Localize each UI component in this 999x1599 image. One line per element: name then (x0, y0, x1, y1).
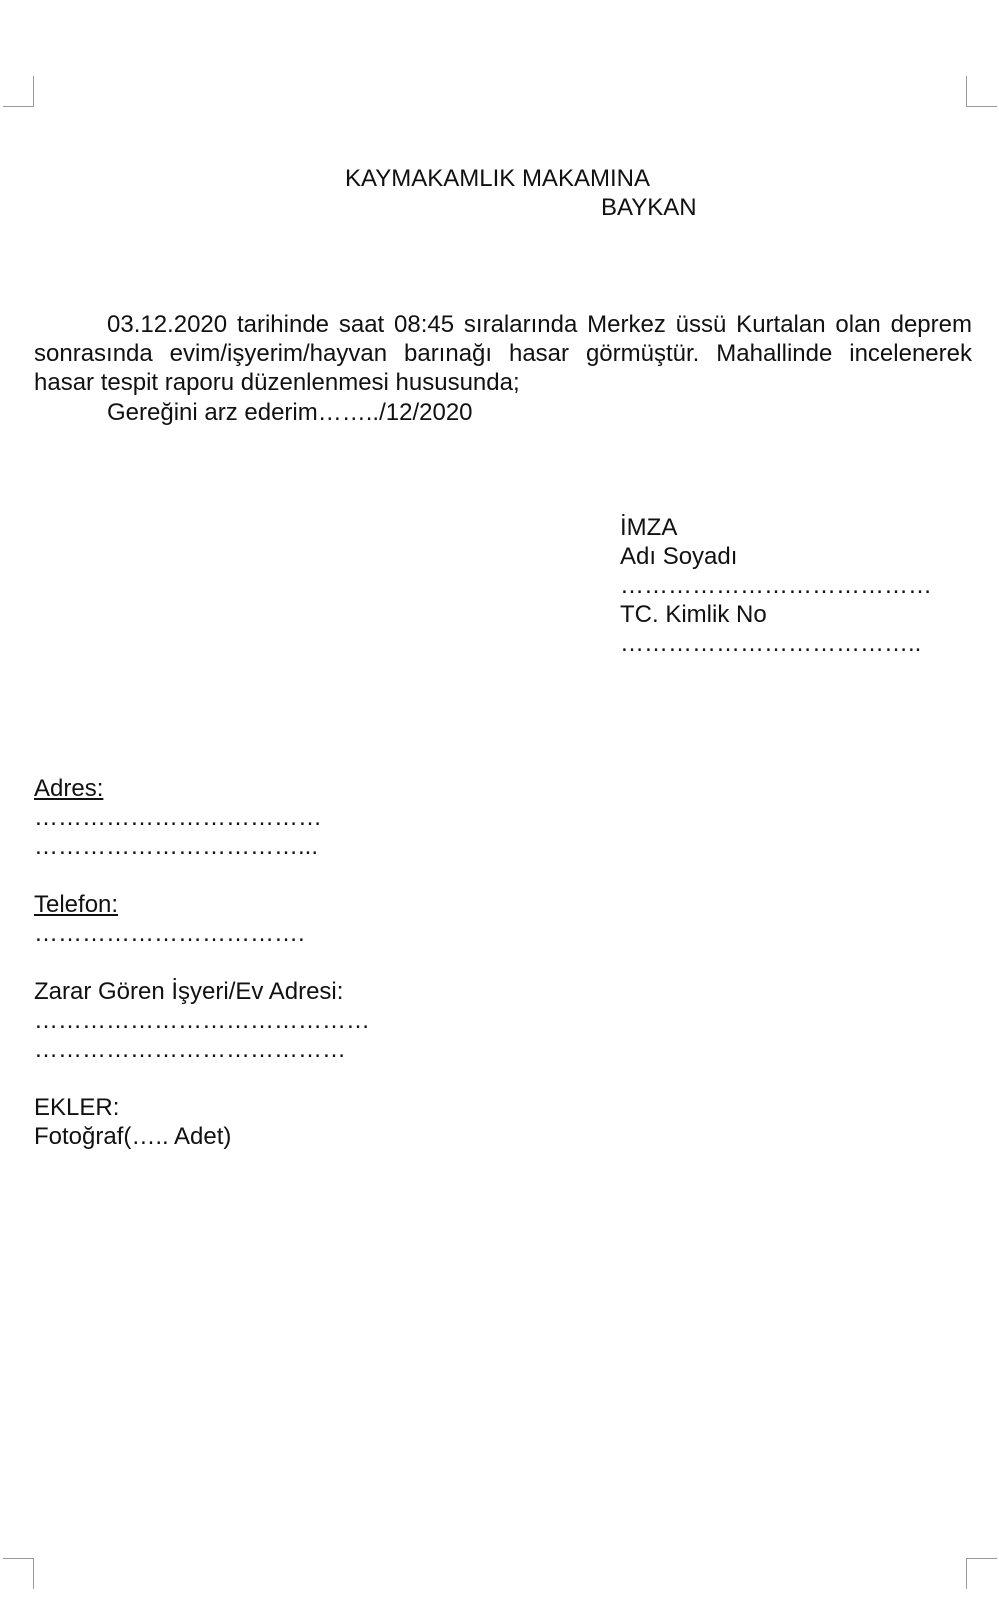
attachments-label: EKLER: (34, 1094, 120, 1121)
crop-mark-top-left (3, 76, 34, 107)
attachment-photo-item: Fotoğraf(….. Adet) (34, 1123, 232, 1150)
damaged-address-label: Zarar Gören İşyeri/Ev Adresi: (34, 978, 344, 1005)
address-blank-2: ……………………………... (34, 833, 319, 860)
address-label: Adres: (34, 775, 104, 802)
petition-body: 03.12.2020 tarihinde saat 08:45 sıralarında Merkez üssü Kurtalan olan deprem sonrasında evim/işyerim/hayvan barınağı hasar görmüştür. Mahallinde incelenerek hasar tespit raporu düzenlenmesi hususunda; (34, 311, 972, 396)
petition-request-date: Gereğini arz ederim……../12/2020 (107, 399, 473, 426)
name-blank: ………………………………… (620, 572, 932, 599)
addressee-location: BAYKAN (601, 194, 697, 221)
phone-blank: ……………………………. (34, 920, 305, 947)
damaged-address-blank-2: ………………………………… (34, 1036, 346, 1063)
tc-id-blank: ……………………………….. (620, 630, 922, 657)
address-blank-1: ……………………………… (34, 804, 322, 831)
crop-mark-top-right (966, 76, 997, 107)
damaged-address-blank-1: …………………………………… (34, 1007, 370, 1034)
name-label: Adı Soyadı (620, 543, 738, 570)
signature-label: İMZA (620, 514, 678, 541)
crop-mark-bottom-right (966, 1558, 997, 1589)
tc-id-label: TC. Kimlik No (620, 601, 767, 628)
crop-mark-bottom-left (3, 1558, 34, 1589)
phone-label: Telefon: (34, 891, 119, 918)
addressee-title: KAYMAKAMLIK MAKAMINA (345, 165, 650, 192)
